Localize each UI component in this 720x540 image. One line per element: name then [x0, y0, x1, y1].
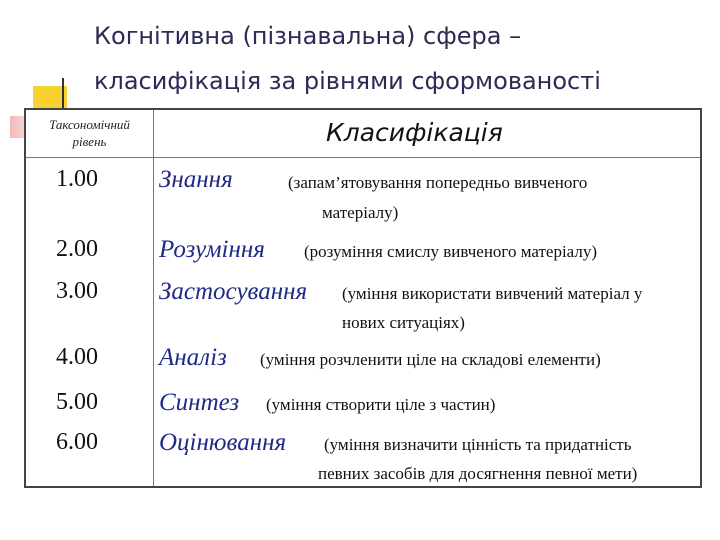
row-5-term: Синтез — [159, 389, 240, 416]
row-3-level: 3.00 — [56, 278, 98, 304]
slide-title-line2: класифікація за рівнями сформованості — [94, 67, 601, 95]
row-3-desc-line2: нових ситуаціях) — [342, 313, 465, 332]
row-1-level: 1.00 — [56, 166, 98, 192]
header-level-line2: рівень — [72, 134, 107, 149]
row-1-desc-line2: матеріалу) — [322, 203, 399, 222]
row-5-level: 5.00 — [56, 389, 98, 415]
column-divider — [153, 110, 154, 486]
row-2-term: Розуміння — [159, 236, 265, 263]
row-2-desc-line1: (розуміння смислу вивченого матеріалу) — [304, 242, 598, 261]
row-6-term: Оцінювання — [159, 429, 287, 456]
row-4-level: 4.00 — [56, 344, 98, 370]
row-6-level: 6.00 — [56, 429, 98, 455]
row-1-desc-line1: (запам’ятовування попередньо вивченого — [288, 173, 588, 192]
row-3-term: Застосування — [159, 278, 308, 305]
row-4-desc-line1: (уміння розчленити ціле на складові елементи) — [260, 350, 601, 369]
row-2-level: 2.00 — [56, 236, 98, 262]
row-5-desc-line1: (уміння створити ціле з частин) — [266, 395, 496, 414]
row-4-term: Аналіз — [159, 344, 227, 371]
row-6-desc-line2: певних засобів для досягнення певної мети) — [318, 464, 638, 483]
header-classification: Класифікація — [326, 118, 503, 147]
row-3-desc-line1: (уміння використати вивчений матеріал у — [342, 284, 643, 303]
header-level-line1: Таксономічний — [49, 117, 130, 132]
row-6-desc-line1: (уміння визначити цінність та придатність — [324, 435, 632, 454]
slide-title-line1: Когнітивна (пізнавальна) сфера – — [94, 22, 522, 50]
row-1-term: Знання — [159, 166, 233, 193]
classification-table — [24, 108, 702, 488]
header-divider — [26, 157, 700, 158]
header-level — [26, 116, 153, 150]
